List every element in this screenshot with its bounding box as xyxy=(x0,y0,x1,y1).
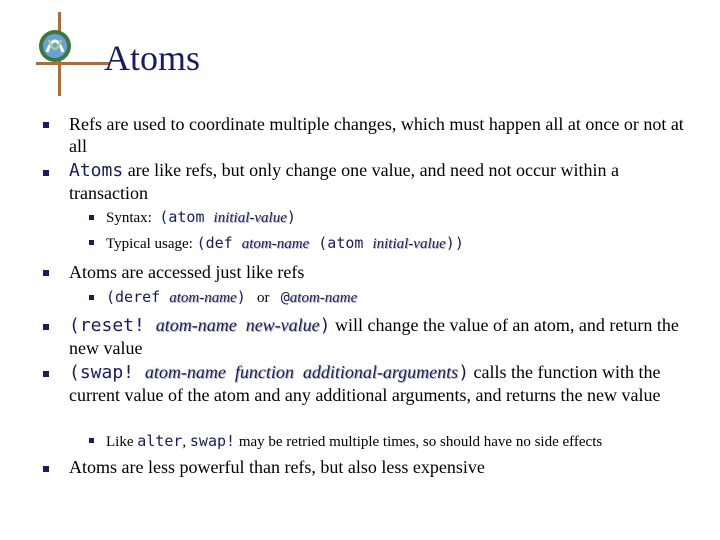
atoms-code: Atoms xyxy=(69,160,124,181)
syntax-line: Syntax: (atom initial-value) xyxy=(106,208,296,226)
bullet-icon xyxy=(43,170,49,176)
deref-line: (deref atom-name) or @atom-name xyxy=(106,288,358,306)
bullet-reset: (reset! atom-name new-value) will change the value of an atom, and return the new value xyxy=(69,315,679,358)
bullet-icon xyxy=(43,371,49,377)
bullet-refs: Refs are used to coordinate multiple changes, which must happen all at once or not at all xyxy=(69,114,684,156)
sub-bullet-icon xyxy=(89,215,94,220)
bullet-icon xyxy=(43,122,49,128)
bullet-icon xyxy=(43,466,49,472)
sub-bullet-icon xyxy=(89,295,94,300)
bullet-icon xyxy=(43,324,49,330)
page-title: Atoms xyxy=(104,38,201,78)
bullet-atoms: Atoms are like refs, but only change one value, and need not occur within a transaction xyxy=(69,160,620,203)
usage-line: Typical usage: (def atom-name (atom initial-value)) xyxy=(106,234,464,252)
alter-line: Like alter, swap! may be retried multiple times, so should have no side effects xyxy=(106,432,603,450)
sub-bullet-icon xyxy=(89,240,94,245)
bullet-swap: (swap! atom-name function additional-arguments) calls the function with the current value of the atom and any additional arguments, and returns the new value xyxy=(69,362,661,405)
bullet-less-powerful: Atoms are less powerful than refs, but also less expensive xyxy=(69,457,485,477)
bullet-accessed: Atoms are accessed just like refs xyxy=(69,262,305,282)
bullet-icon xyxy=(43,270,49,276)
sub-bullet-icon xyxy=(89,438,94,443)
clojure-logo-icon xyxy=(0,0,110,100)
